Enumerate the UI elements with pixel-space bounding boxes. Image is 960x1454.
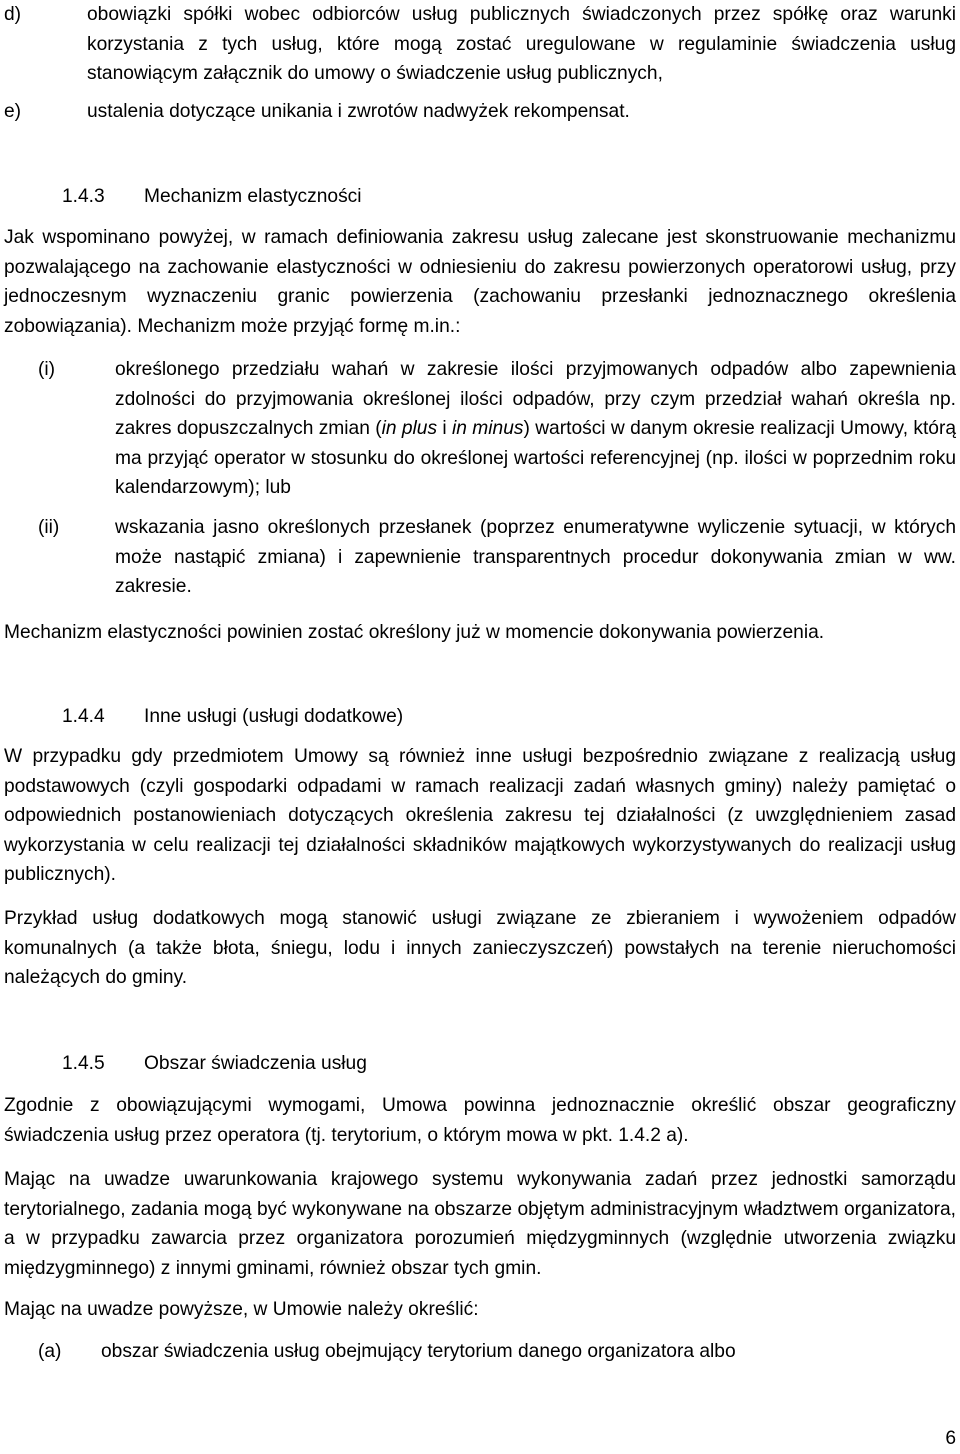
- italic-in-plus: in plus: [381, 418, 438, 439]
- list-label-e: e): [4, 101, 22, 122]
- paragraph-flexibility-closing: Mechanizm elastyczności powinien zostać określony już w momencie dokonywania powierzenia.: [4, 622, 825, 643]
- section-title: Obszar świadczenia usług: [144, 1053, 367, 1074]
- section-number: 1.4.5: [62, 1053, 105, 1074]
- paragraph-additional-services-1: W przypadku gdy przedmiotem Umowy są również inne usługi bezpośrednio związane z realizacją usług podstawowych (czyli gospodarki odpadami w ramach realizacji zadań własnych gminy) należy pamiętać o odpowiednich postanowieniach dotyczących określenia zakresu tej działalności (z uwzględnieniem zasad wykorzystania w celu realizacji tej działalności składników majątkowych wykorzystywanych do realizacji usług publicznych).: [4, 746, 956, 885]
- paragraph-service-area-2: Mając na uwadze uwarunkowania krajowego systemu wykonywania zadań przez jednostki samorządu terytorialnego, zadania mogą być wykonywane na obszarze objętym administracyjnym władztwem organizatora, a w przypadku zawarcia przez organizatora porozumień międzygminnych (względnie utworzenia związku międzygminnego) z innymi gminami, również obszar tych gmin.: [4, 1169, 956, 1279]
- section-title: Mechanizm elastyczności: [144, 186, 362, 207]
- italic-in-minus: in minus: [452, 418, 524, 439]
- list-item-i: określonego przedziału wahań w zakresie ilości przyjmowanych odpadów albo zapewnienia zdolności do przyjmowania określonej ilości odpadów, przy czym przedział wahań określa np. zakres dopuszczalnych zmian (in plus i in minus) wartości w danym okresie realizacji Umowy, którą ma przyjąć operator w stosunku do określonej wartości referencyjnej (np. ilości w poprzednim roku kalendarzowym); lub: [115, 359, 957, 498]
- list-label-d: d): [4, 4, 22, 25]
- paragraph-service-area-3: Mając na uwadze powyższe, w Umowie należy określić:: [4, 1299, 479, 1320]
- list-item-a: obszar świadczenia usług obejmujący terytorium danego organizatora albo: [101, 1341, 736, 1362]
- list-item-ii: wskazania jasno określonych przesłanek (poprzez enumeratywne wyliczenie sytuacji, w których może nastąpić zmiana) i zapewnienie transparentnych procedur dokonywania zmian w ww. zakresie.: [115, 517, 956, 597]
- section-number: 1.4.4: [62, 706, 105, 727]
- paragraph-flexibility-intro: Jak wspominano powyżej, w ramach definiowania zakresu usług zalecane jest skonstruowanie mechanizmu pozwalającego na zachowanie elastyczności w odniesieniu do zakresu powierzonych operatorowi usług, przy jednoczesnym wyznaczeniu granic powierzenia (zachowaniu przesłanki jednoznacznego określenia zobowiązania). Mechanizm może przyjąć formę m.in.:: [4, 227, 956, 337]
- section-title: Inne usługi (usługi dodatkowe): [144, 706, 404, 727]
- list-item-e: ustalenia dotyczące unikania i zwrotów nadwyżek rekompensat.: [87, 101, 630, 122]
- list-label-a: (a): [38, 1341, 62, 1362]
- list-item-d: obowiązki spółki wobec odbiorców usług publicznych świadczonych przez spółkę oraz warunki korzystania z tych usług, które mogą zostać uregulowane w regulaminie świadczenia usług stanowiącym załącznik do umowy o świadczenie usług publicznych,: [87, 4, 956, 84]
- list-label-ii: (ii): [38, 517, 60, 538]
- section-number: 1.4.3: [62, 186, 105, 207]
- list-label-i: (i): [38, 359, 56, 380]
- page-number: 6: [945, 1428, 956, 1449]
- paragraph-service-area-1: Zgodnie z obowiązującymi wymogami, Umowa powinna jednoznacznie określić obszar geograficzny świadczenia usług przez operatora (tj. terytorium, o którym mowa w pkt. 1.4.2 a).: [4, 1095, 956, 1146]
- paragraph-additional-services-2: Przykład usług dodatkowych mogą stanowić usługi związane ze zbieraniem i wywożeniem odpadów komunalnych (a także błota, śniegu, lodu i innych zanieczyszczeń) powstałych na terenie nieruchomości należących do gminy.: [4, 908, 956, 988]
